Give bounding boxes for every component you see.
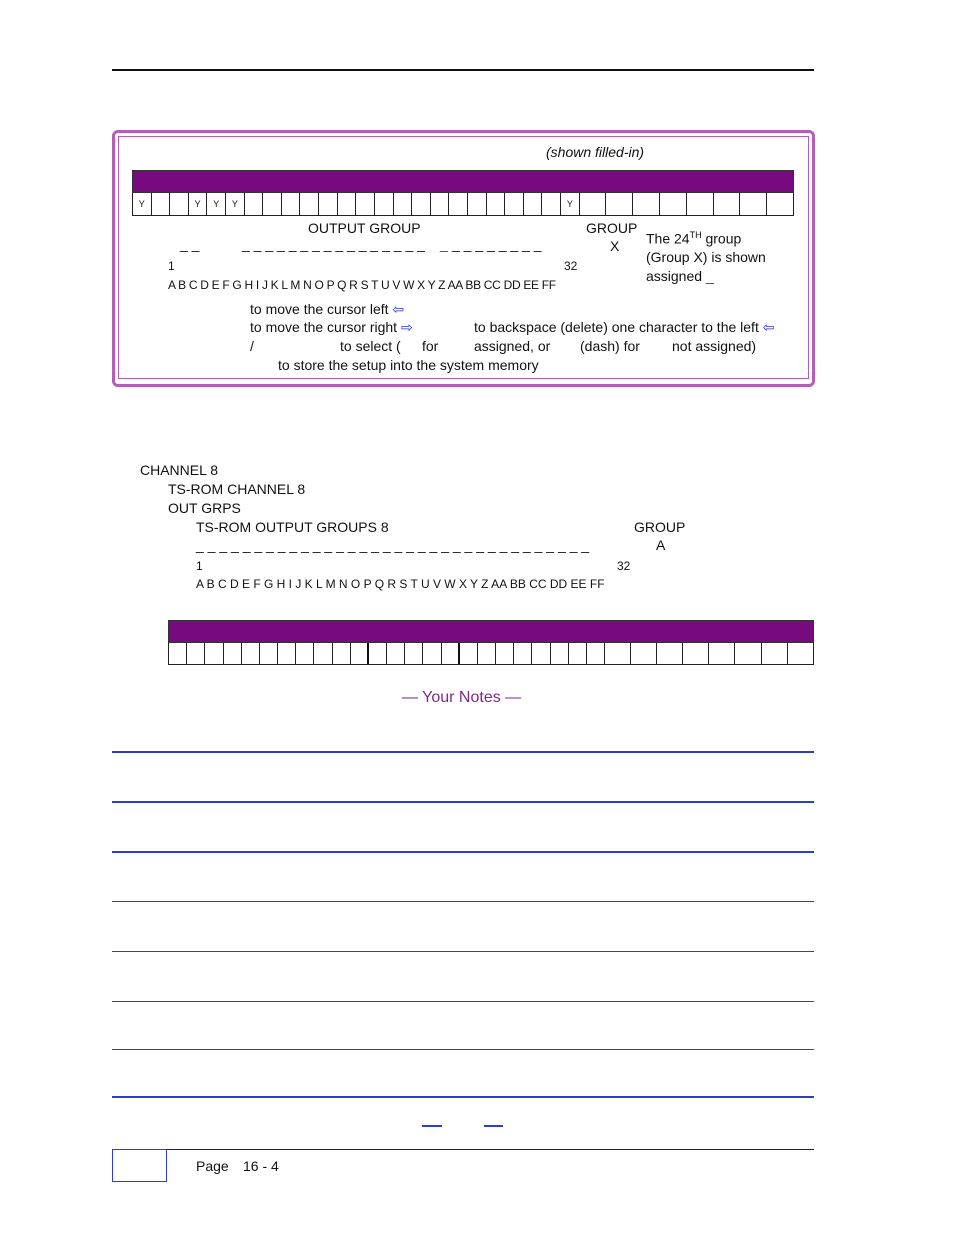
- instr-select: to select (: [340, 338, 401, 354]
- instr-dash: (dash) for: [580, 338, 640, 354]
- example-cell: [524, 193, 543, 215]
- example-cell: [282, 193, 301, 215]
- example-cell: [152, 193, 171, 215]
- output-group-label: OUTPUT GROUP: [308, 220, 421, 236]
- footer-rule: [112, 1149, 814, 1150]
- example-cell: [714, 193, 741, 215]
- menu-group-label: GROUP: [634, 519, 686, 535]
- example-cell: [468, 193, 487, 215]
- worksheet-cell: [709, 643, 735, 664]
- header-rule: [112, 69, 814, 71]
- example-cell: [263, 193, 282, 215]
- example-num-1: 1: [168, 259, 175, 273]
- instr-right: to move the cursor right ⇨: [250, 319, 413, 335]
- example-num-32: 32: [564, 259, 578, 273]
- worksheet-cell: [496, 643, 514, 664]
- note-line: [112, 1001, 814, 1002]
- example-cell: [431, 193, 450, 215]
- footer-page-label: Page: [196, 1158, 229, 1174]
- shown-filled-caption: (shown filled-in): [546, 144, 645, 160]
- worksheet-cell: [587, 643, 605, 664]
- menu-letters: A B C D E F G H I J K L M N O P Q R S T U V W X Y Z AA BB CC DD EE FF: [196, 577, 605, 591]
- example-cell: [319, 193, 338, 215]
- menu-group-value: A: [656, 537, 666, 553]
- worksheet-cell: [442, 643, 460, 664]
- note-line: [112, 751, 814, 753]
- blue-dash-mark: [422, 1125, 442, 1127]
- worksheet-cell: [683, 643, 709, 664]
- left-arrow-icon: ⇦: [762, 319, 775, 335]
- example-cell: Y: [133, 193, 152, 215]
- instr-backspace: to backspace (delete) one character to the left ⇦: [474, 319, 775, 335]
- worksheet-cell: [569, 643, 587, 664]
- menu-num-32: 32: [617, 559, 631, 573]
- note-line-2: (Group X) is shown: [646, 249, 766, 265]
- blue-dash-mark: [484, 1125, 503, 1127]
- worksheet-cell: [405, 643, 423, 664]
- menu-channel: CHANNEL 8: [140, 462, 219, 478]
- example-cell: [487, 193, 506, 215]
- worksheet-cell: [187, 643, 205, 664]
- worksheet-cell: [260, 643, 278, 664]
- example-cell: [245, 193, 264, 215]
- dash-row-right: _ _ _ _ _ _ _ _: [452, 236, 542, 252]
- worksheet-cell: [605, 643, 631, 664]
- worksheet-cell: [169, 643, 187, 664]
- example-cell: [412, 193, 431, 215]
- instr-not-assigned: not assigned): [672, 338, 757, 354]
- example-cell: [449, 193, 468, 215]
- worksheet-cell: [551, 643, 569, 664]
- example-cell: [580, 193, 607, 215]
- example-group-label: GROUP: [586, 220, 638, 236]
- example-cell: [338, 193, 357, 215]
- example-cell: [542, 193, 561, 215]
- example-cell: [375, 193, 394, 215]
- left-arrow-icon: ⇦: [392, 301, 405, 317]
- example-cell: [170, 193, 189, 215]
- menu-dash-row: _ _ _ _ _ _ _ _ _ _ _ _ _ _ _ _ _ _ _ _ _ _ _ _ _ _ _ _ _ _ _ _ _ _: [196, 537, 590, 553]
- example-cell: Y: [561, 193, 580, 215]
- example-cell: [394, 193, 413, 215]
- example-header-bar: [132, 170, 794, 193]
- worksheet-cell: [532, 643, 550, 664]
- example-cell: [606, 193, 633, 215]
- worksheet-cell: [296, 643, 314, 664]
- example-cell: [300, 193, 319, 215]
- example-group-value: X: [610, 238, 620, 254]
- worksheet-cell: [657, 643, 683, 664]
- instr-left: to move the cursor left ⇦: [250, 301, 405, 317]
- worksheet-cell-row: [168, 643, 814, 665]
- note-line-3: assigned _: [646, 268, 714, 284]
- worksheet-cell: [460, 643, 478, 664]
- example-cell: [356, 193, 375, 215]
- instr-store: to store the setup into the system memory: [278, 357, 539, 373]
- dash-row-left: _ _: [180, 236, 200, 252]
- dash-row-main: _ _ _ _ _ _ _ _ _ _ _ _ _ _ _ _: [242, 236, 425, 252]
- footer-box: [112, 1149, 167, 1182]
- example-cell: [740, 193, 767, 215]
- example-cell-row: [132, 193, 794, 216]
- notes-title: — Your Notes —: [402, 689, 522, 706]
- example-cell: [660, 193, 687, 215]
- instr-for: for: [422, 338, 439, 354]
- example-cell: [687, 193, 714, 215]
- worksheet-header-bar: [168, 620, 814, 643]
- worksheet-cell: [278, 643, 296, 664]
- worksheet-cell: [314, 643, 332, 664]
- note-line: [112, 801, 814, 803]
- worksheet-cell: [735, 643, 761, 664]
- example-cell: [633, 193, 660, 215]
- worksheet-cell: [224, 643, 242, 664]
- menu-tsrom-channel: TS-ROM CHANNEL 8: [168, 481, 306, 497]
- worksheet-cell: [369, 643, 387, 664]
- menu-tsrom-groups: TS-ROM OUTPUT GROUPS 8: [196, 519, 389, 535]
- example-cell: Y: [189, 193, 208, 215]
- worksheet-cell: [351, 643, 369, 664]
- example-cell: Y: [226, 193, 245, 215]
- worksheet-cell: [478, 643, 496, 664]
- worksheet-cell: [333, 643, 351, 664]
- note-line: [112, 901, 814, 902]
- footer-page-number: 16 - 4: [243, 1158, 279, 1174]
- menu-num-1: 1: [196, 559, 203, 573]
- menu-out-grps: OUT GRPS: [168, 500, 241, 516]
- dash-row-cursor: _: [440, 236, 448, 252]
- instr-slash: /: [250, 338, 254, 354]
- example-cell: [767, 193, 794, 215]
- worksheet-cell: [387, 643, 405, 664]
- note-line: [112, 1049, 814, 1050]
- right-arrow-icon: ⇨: [400, 319, 413, 335]
- example-letters: A B C D E F G H I J K L M N O P Q R S T U V W X Y Z AA BB CC DD EE FF: [168, 278, 556, 292]
- worksheet-cell: [788, 643, 814, 664]
- worksheet-cell: [205, 643, 223, 664]
- note-line: [112, 1096, 814, 1098]
- note-line-1: The 24TH group: [646, 230, 742, 247]
- note-line: [112, 951, 814, 952]
- worksheet-cell: [762, 643, 788, 664]
- instr-assigned: assigned, or: [474, 338, 551, 354]
- worksheet-cell: [423, 643, 441, 664]
- note-line: [112, 851, 814, 853]
- worksheet-cell: [631, 643, 657, 664]
- example-cell: [505, 193, 524, 215]
- worksheet-cell: [242, 643, 260, 664]
- example-cell: Y: [207, 193, 226, 215]
- worksheet-cell: [514, 643, 532, 664]
